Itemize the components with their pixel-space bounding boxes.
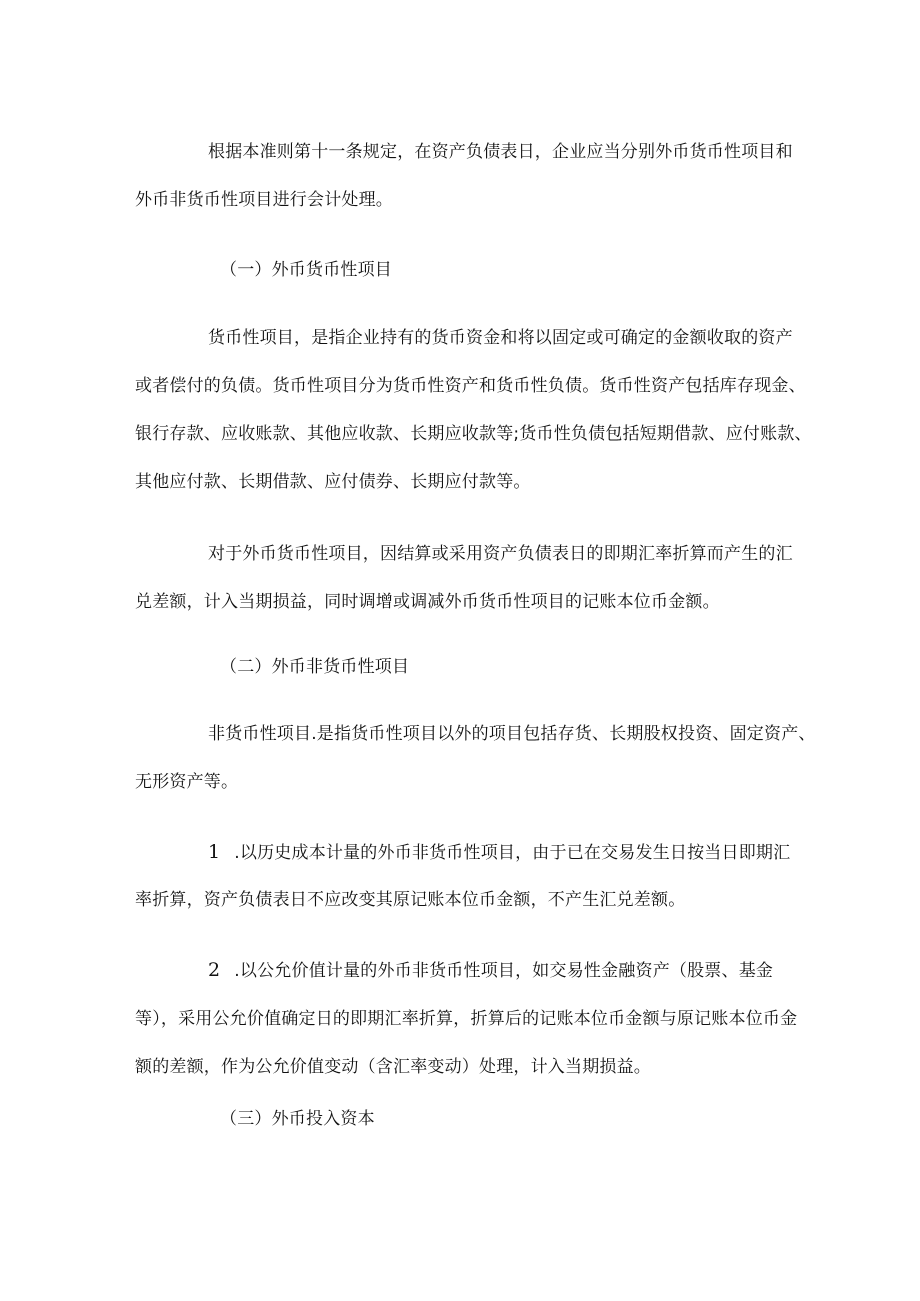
para2-line2: 或者偿付的负债。货币性项目分为货币性资产和货币性负债。货币性资产包括库存现金、 <box>135 376 806 396</box>
item2-text: .以公允价值计量的外币非货币性项目，如交易性金融资产（股票、基金 <box>234 961 774 981</box>
item2-line1 <box>208 958 773 983</box>
item2-line2: 等），采用公允价值确定日的即期汇率折算，折算后的记账本位币金额与原记账本位币金 <box>135 1009 798 1029</box>
item2-line3: 额的差额，作为公允价值变动（含汇率变动）处理，计入当期损益。 <box>135 1057 651 1077</box>
item1-text: .以历史成本计量的外币非货币性项目，由于已在交易发生日按当日即期汇 <box>234 843 791 863</box>
para1-line2: 外币非货币性项目进行会计处理。 <box>135 190 393 210</box>
para4-line1: 非货币性项目.是指货币性项目以外的项目包括存货、长期股权投资、固定资产、 <box>208 724 816 744</box>
para3-line2: 兑差额，计入当期损益，同时调增或调减外币货币性项目的记账本位币金额。 <box>135 592 720 612</box>
section-heading-1: （一）外币货币性项目 <box>220 260 392 280</box>
item1-line1 <box>208 840 790 865</box>
item2-number: 2 <box>208 959 221 981</box>
section-heading-3: （三）外币投入资本 <box>220 1109 375 1129</box>
para2-line3: 银行存款、应收账款、其他应收款、长期应收款等;货币性负债包括短期借款、应付账款、 <box>135 424 812 444</box>
para3-line1: 对于外币货币性项目，因结算或采用资产负债表日的即期汇率折算而产生的汇 <box>208 544 793 564</box>
item1-number: 1 <box>208 841 221 863</box>
para4-line2: 无形资产等。 <box>135 772 239 792</box>
section-heading-2: （二）外币非货币性项目 <box>220 657 410 677</box>
item1-line2: 率折算，资产负债表日不应改变其原记账本位币金额，不产生汇兑差额。 <box>135 890 686 910</box>
para2-line4: 其他应付款、长期借款、应付债券、长期应付款等。 <box>135 472 531 492</box>
para1-line1: 根据本准则第十一条规定，在资产负债表日，企业应当分别外币货币性项目和 <box>208 142 793 162</box>
para2-line1: 货币性项目，是指企业持有的货币资金和将以固定或可确定的金额收取的资产 <box>208 328 793 348</box>
